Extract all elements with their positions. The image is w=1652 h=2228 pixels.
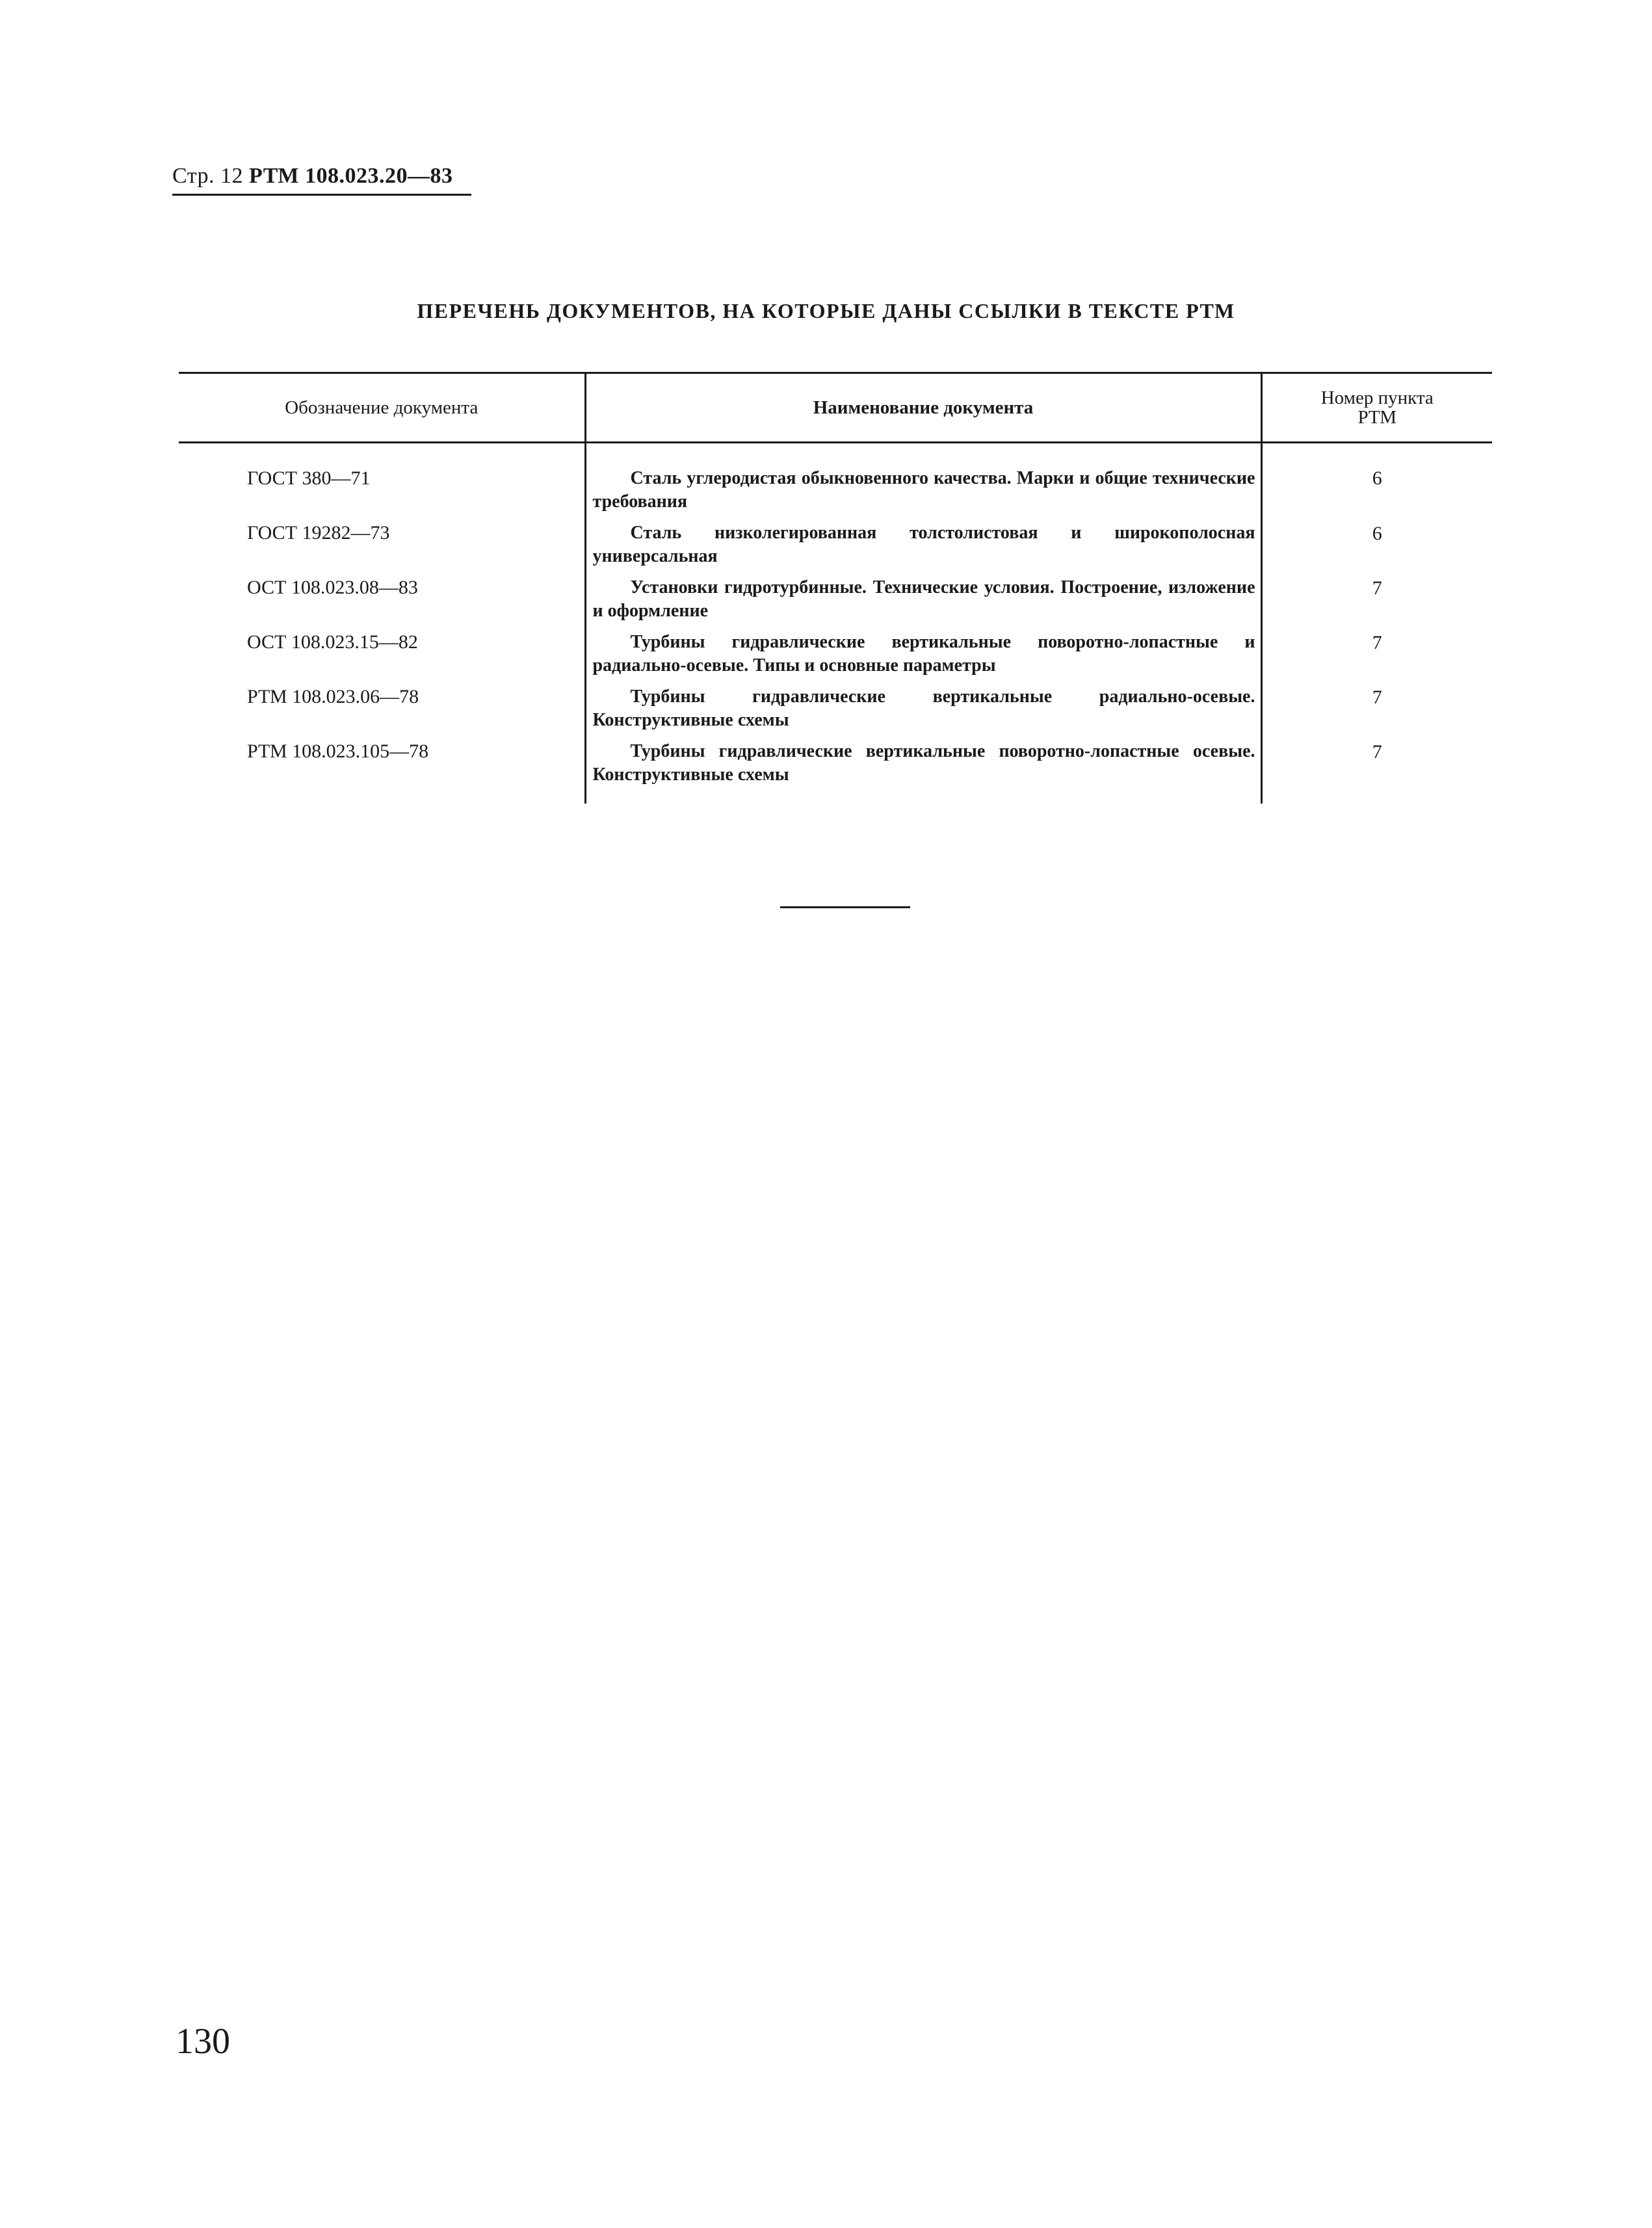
- document-title: ПЕРЕЧЕНЬ ДОКУМЕНТОВ, НА КОТОРЫЕ ДАНЫ ССЫЛКИ В ТЕКСТЕ РТМ: [417, 299, 1235, 322]
- column-header-clause-line1: Номер пункта: [1320, 387, 1434, 408]
- cell-designation: ГОСТ 19282—73: [247, 522, 390, 544]
- table-row: [179, 443, 1492, 522]
- cell-name: Турбины гидравлические вертикальные радиально-осевые. Конструктивные схемы: [585, 685, 1261, 740]
- header-underline: [172, 194, 471, 196]
- cell-clause: 6: [1372, 467, 1382, 489]
- cell-name: Турбины гидравлические вертикальные поворотно-лопастные осевые. Конструктивные схемы: [585, 740, 1261, 804]
- cell-name: Турбины гидравлические вертикальные поворотно-лопастные и радиально-осевые. Типы и основные параметры: [585, 631, 1261, 685]
- table-row: [179, 631, 1492, 685]
- page-header: [172, 164, 453, 189]
- column-header-clause-line2: РТМ: [1357, 407, 1397, 428]
- table-header-row: [179, 373, 1492, 443]
- references-table: [179, 372, 1492, 804]
- table-row: [179, 685, 1492, 740]
- page-number: 130: [176, 2021, 230, 2062]
- table-row: [179, 740, 1492, 804]
- cell-clause: 7: [1372, 687, 1382, 708]
- cell-name: Сталь углеродистая обыкновенного качества. Марки и общие технические требования: [585, 443, 1261, 522]
- header-doc-code: РТМ 108.023.20—83: [249, 164, 453, 188]
- cell-clause: 7: [1372, 632, 1382, 653]
- column-header-name: Наименование документа: [585, 373, 1261, 443]
- page-label: Стр. 12: [172, 164, 244, 188]
- cell-designation: ОСТ 108.023.08—83: [247, 577, 418, 598]
- cell-designation: ОСТ 108.023.15—82: [247, 631, 418, 653]
- cell-designation: ГОСТ 380—71: [247, 467, 371, 489]
- table-row: [179, 576, 1492, 631]
- cell-clause: 6: [1372, 523, 1382, 544]
- end-of-section-rule: [780, 906, 910, 908]
- cell-clause: 7: [1372, 577, 1382, 599]
- cell-designation: РТМ 108.023.105—78: [247, 740, 429, 762]
- cell-clause: 7: [1372, 741, 1382, 763]
- cell-designation: РТМ 108.023.06—78: [247, 686, 419, 707]
- cell-name: Сталь низколегированная толстолистовая и широкополосная универсальная: [585, 521, 1261, 576]
- cell-name: Установки гидротурбинные. Технические условия. Построение, изложение и оформление: [585, 576, 1261, 631]
- table-row: [179, 521, 1492, 576]
- column-header-clause: [1261, 373, 1492, 443]
- column-header-designation: Обозначение документа: [179, 373, 585, 443]
